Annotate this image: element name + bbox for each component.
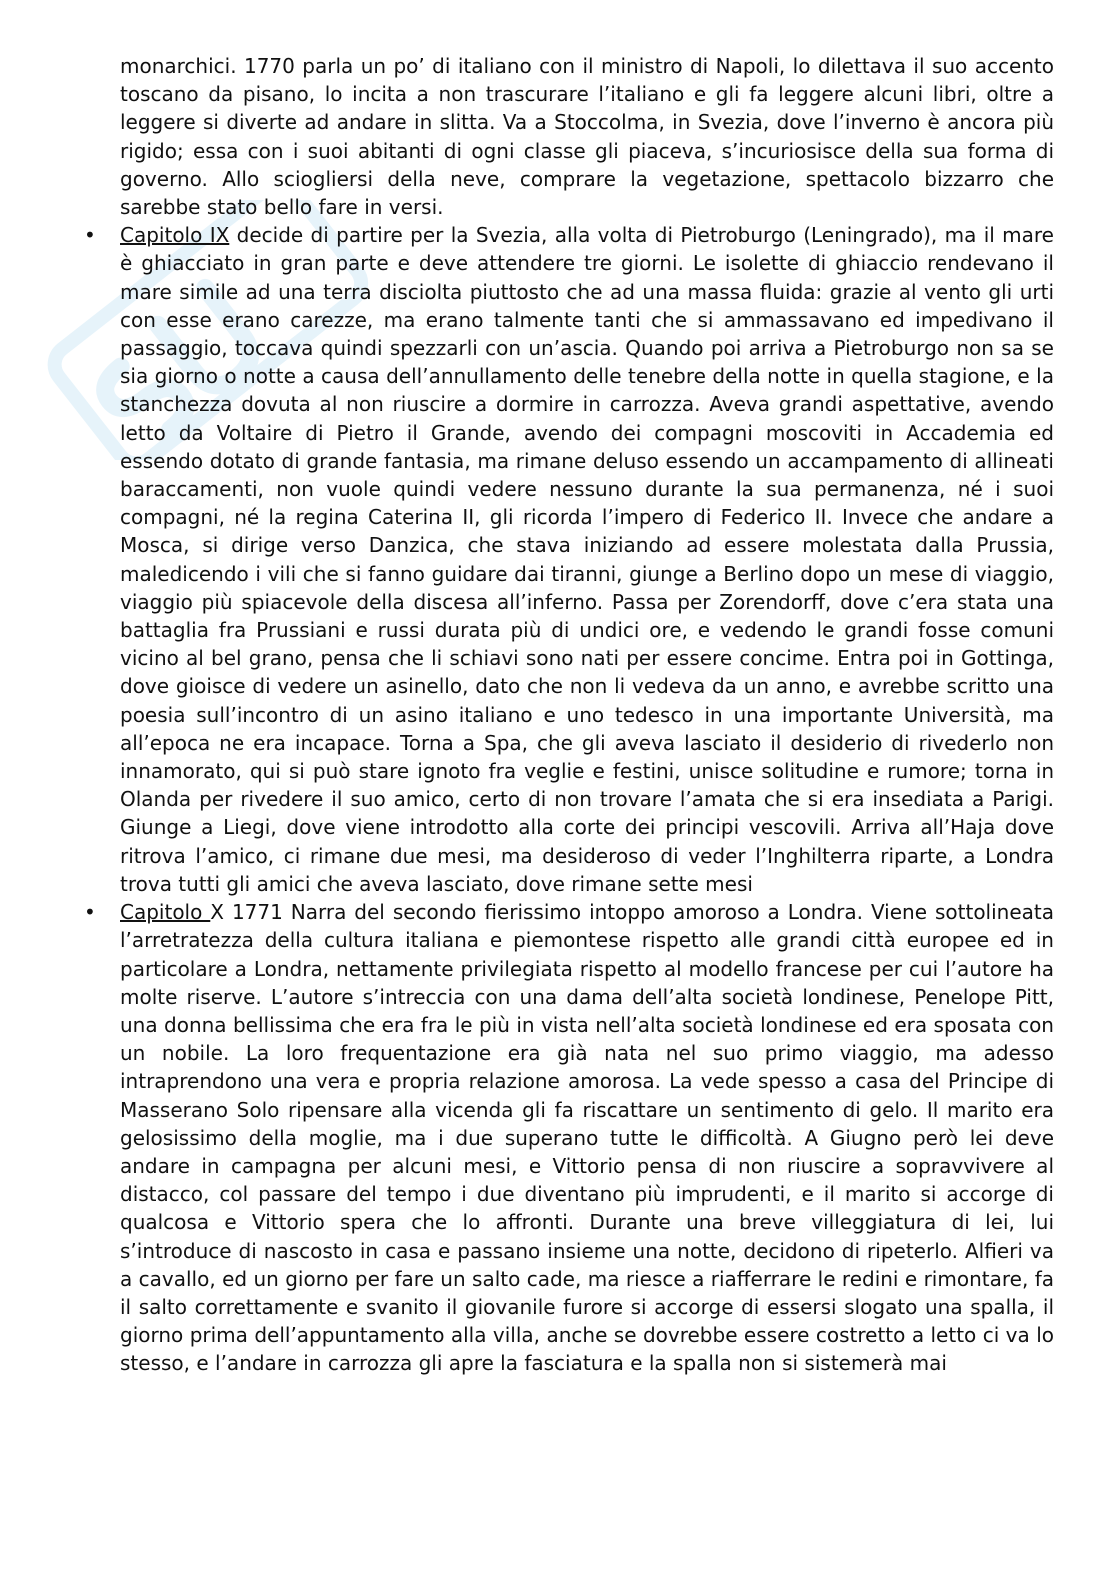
chapter-heading: Capitolo IX — [120, 223, 230, 248]
bullet-icon: • — [84, 900, 96, 925]
list-item — [84, 221, 1054, 898]
chapter-text: X 1771 Narra del secondo fierissimo intoppo amoroso a Londra. Viene sottolineata l’arretratezza della cultura italiana e piemontese rispetto alle grandi città europee ed in particolare a Londra, nettamente privilegiata rispetto al modello francese per cui l’autore ha molte riserve. L’autore s’intreccia con una dama dell’alta società londinese, Penelope Pitt, una donna bellissima che era fra le più in vista nell’alta società londinese ed era sposata con un nobile. La loro frequentazione era già nata nel suo primo viaggio, ma adesso intraprendono una vera e propria relazione amorosa. La vede spesso a casa del Principe di Masserano Solo ripensare alla vicenda gli fa riscattare un sentimento di gelo. Il marito era gelosissimo della moglie, ma i due superano tutte le difficoltà. A Giugno però lei deve andare in campagna per alcuni mesi, e Vittorio pensa di non riuscire a sopravvivere al distacco, col passare del tempo i due diventano più imprudenti, e il marito si accorge di qualcosa e Vittorio spera che lo affronti. Durante una breve villeggiatura di lei, lui s’introduce di nascosto in casa e passano insieme una notte, decidono di ripeterlo. Alfieri va a cavallo, ed un giorno per fare un salto cade, ma riesce a riafferrare le redini e rimontare, fa il salto correttamente e svanito il giovanile furore si accorge di essersi slogato una spalla, il giorno prima dell’appuntamento alla villa, anche se dovrebbe essere costretto a letto ci va lo stesso, e l’andare in carrozza gli apre la fasciatura e la spalla non si sistemerà mai — [120, 900, 1055, 1376]
list-item — [84, 898, 1055, 1377]
chapter-heading: Capitolo — [120, 900, 211, 925]
intro-paragraph: monarchici. 1770 parla un po’ di italiano con il ministro di Napoli, lo dilettava il suo accento toscano da pisano, lo incita a non trascurare l’italiano e gli fa leggere alcuni libri, oltre a leggere si diverte ad andare in slitta. Va a Stoccolma, in Svezia, dove l’inverno è ancora più rigido; essa con i suoi abitanti di ogni classe gli piaceva, s’incuriosisce della sua forma di governo. Allo sciogliersi della neve, comprare la vegetazione, spettacolo bizzarro che sarebbe stato bello fare in versi. — [120, 54, 1054, 220]
bullet-icon: • — [84, 223, 96, 248]
chapter-text: decide di partire per la Svezia, alla volta di Pietroburgo (Leningrado), ma il mare è ghiacciato in gran parte e deve attendere tre giorni. Le isolette di ghiaccio rendevano il mare simile ad una terra disciolta piuttosto che ad una massa fluida: grazie al vento gli urti con esse erano carezze, ma erano talmente tanti che si ammassavano ed impedivano il passaggio, toccava quindi spezzarli con un’ascia. Quando poi arriva a Pietroburgo non sa se sia giorno o notte a causa dell’annullamento delle tenebre della notte in quella stagione, e la stanchezza dovuta al non riuscire a dormire in carrozza. Aveva grandi aspettative, avendo letto da Voltaire di Pietro il Grande, avendo dei compagni moscoviti in Accademia ed essendo dotato di grande fantasia, ma rimane deluso essendo un accampamento di allineati baraccamenti, non vuole quindi vedere nessuno durante la sua permanenza, né i suoi compagni, né la regina Caterina II, gli ricorda l’impero di Federico II. Invece che andare a Mosca, si dirige verso Danzica, che stava iniziando ad essere molestata dalla Prussia, maledicendo i vili che si fanno guidare dai tiranni, giunge a Berlino dopo un mese di viaggio, viaggio più spiacevole della discesa all’inferno. Passa per Zorendorff, dove c’era stata una battaglia fra Prussiani e russi durata più di undici ore, e vedendo le grandi fosse comuni vicino al bel grano, pensa che li schiavi sono nati per essere concime. Entra poi in Gottinga, dove gioisce di vedere un asinello, dato che non li vedeva da un anno, e avrebbe scritto una poesia sull’incontro di un asino italiano e uno tedesco in una importante Università, ma all’epoca ne era incapace. Torna a Spa, che gli aveva lasciato il desiderio di rivederlo non innamorato, qui si può stare ignoto fra veglie e festini, unisce solitudine e rumore; torna in Olanda per rivedere il suo amico, certo di non trovare l’amata che si era insediata a Parigi. Giunge a Liegi, dove viene introdotto alla corte dei principi vescovili. Arriva all’Haja dove ritrova l’amico, ci rimane due mesi, ma desideroso di veder l’Inghilterra riparte, a Londra trova tutti gli amici che aveva lasciato, dove rimane sette mesi — [120, 223, 1054, 896]
document-body — [84, 52, 1055, 1378]
chapter-list — [84, 221, 1055, 1377]
